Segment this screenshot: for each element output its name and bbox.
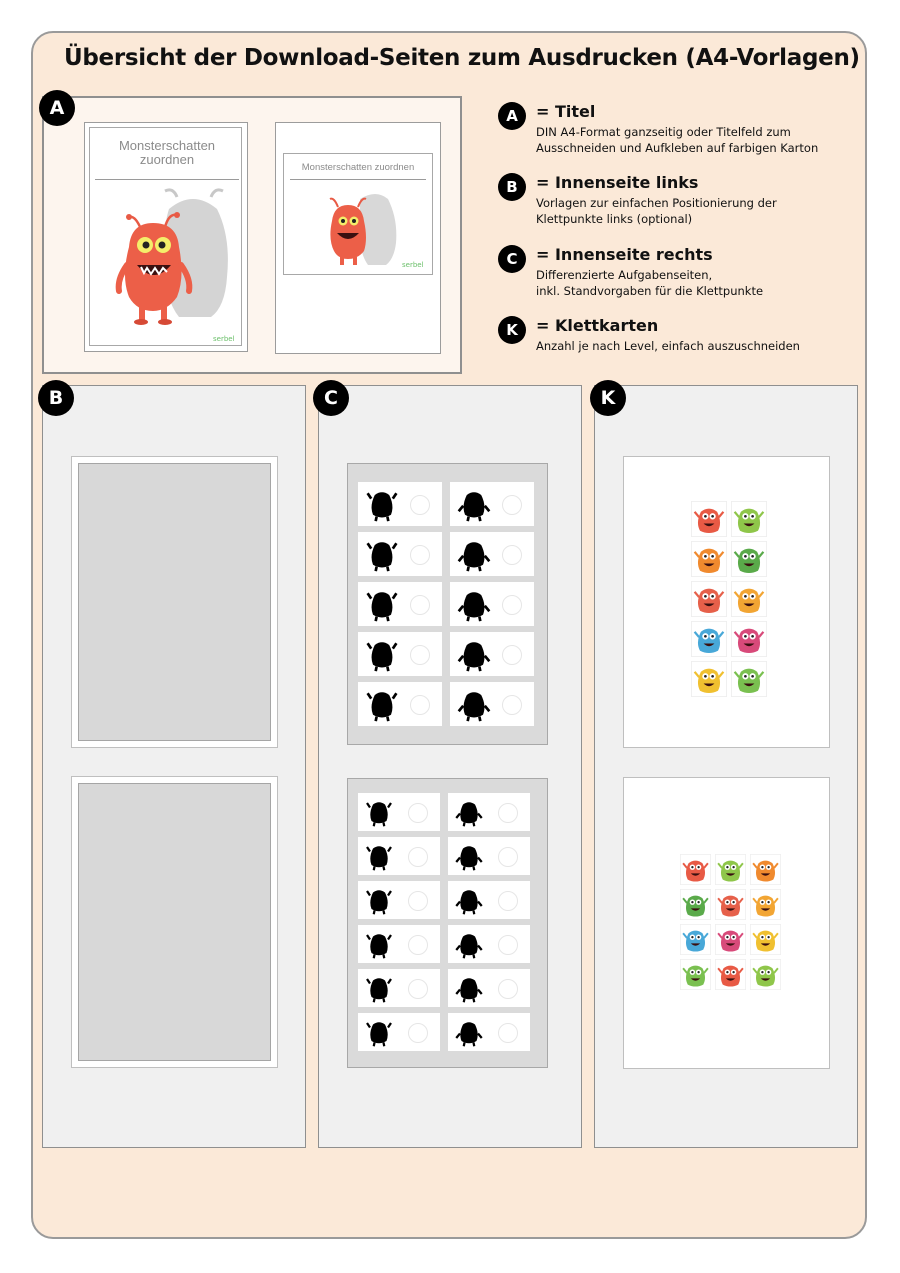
cover-title-rule	[95, 179, 239, 180]
legend-desc-line: Klettpunkte links (optional)	[536, 212, 693, 226]
monster-card	[691, 501, 727, 537]
monster-card	[715, 959, 746, 990]
monster-silhouette	[364, 1017, 394, 1047]
monster-silhouette	[364, 885, 394, 915]
monster-silhouette	[454, 1017, 484, 1047]
velcro-dot-guide	[498, 803, 518, 823]
shadow-card	[448, 881, 530, 919]
legend-desc-line: inkl. Standvorgaben für die Klettpunkte	[536, 284, 764, 298]
monster-silhouette	[364, 929, 394, 959]
shadow-card	[450, 632, 534, 676]
monster-silhouette	[456, 486, 492, 522]
shadow-card	[448, 969, 530, 1007]
shadow-card	[448, 1013, 530, 1051]
shadow-card	[450, 532, 534, 576]
monster-card	[731, 501, 767, 537]
monster-silhouette	[364, 586, 400, 622]
legend-desc-line: DIN A4-Format ganzseitig oder Titelfeld zum	[536, 125, 791, 139]
monster-silhouette	[364, 486, 400, 522]
section-a-panel	[42, 96, 462, 374]
monster-silhouette	[454, 885, 484, 915]
monster-card	[680, 924, 711, 955]
shadow-card	[358, 1013, 440, 1051]
badge-c: C	[313, 380, 349, 416]
legend-badge: C	[498, 245, 526, 273]
shadow-card	[358, 925, 440, 963]
badge-b: B	[38, 380, 74, 416]
shadow-card	[358, 582, 442, 626]
velcro-dot-guide	[408, 979, 428, 999]
monster-silhouette	[364, 536, 400, 572]
monster-silhouette	[454, 841, 484, 871]
velcro-dot-guide	[498, 935, 518, 955]
legend-heading: = Innenseite rechts	[536, 245, 713, 264]
monster-silhouette	[456, 536, 492, 572]
monster-illustration	[107, 187, 237, 337]
shadow-card	[358, 969, 440, 1007]
shadow-card	[358, 482, 442, 526]
cover-fullpage	[84, 122, 248, 352]
sheet-b-bottom	[71, 776, 278, 1068]
velcro-dot-guide	[410, 695, 430, 715]
monster-card	[691, 541, 727, 577]
velcro-dot-guide	[502, 545, 522, 565]
velcro-dot-guide	[408, 847, 428, 867]
page-title: Übersicht der Download-Seiten zum Ausdrucken (A4-Vorlagen)	[64, 45, 860, 71]
monster-silhouette	[364, 841, 394, 871]
shadow-card	[450, 682, 534, 726]
monster-card	[731, 661, 767, 697]
shadow-card	[358, 881, 440, 919]
shadow-card	[358, 793, 440, 831]
section-b-panel	[42, 385, 306, 1148]
shadow-card	[358, 837, 440, 875]
shadow-card	[358, 632, 442, 676]
shadow-card	[358, 532, 442, 576]
velcro-dot-guide	[498, 891, 518, 911]
shadow-card	[448, 793, 530, 831]
monster-silhouette	[364, 797, 394, 827]
monster-silhouette	[454, 929, 484, 959]
velcro-dot-guide	[408, 891, 428, 911]
legend-heading: = Innenseite links	[536, 173, 699, 192]
monster-silhouette	[456, 636, 492, 672]
legend-desc-line: Differenzierte Aufgabenseiten,	[536, 268, 713, 282]
placement-area	[78, 463, 271, 741]
legend-desc-line: Anzahl je nach Level, einfach auszuschneiden	[536, 339, 800, 353]
legend-heading: = Titel	[536, 102, 596, 121]
sheet-k-bottom	[623, 777, 830, 1069]
title-field-rule	[290, 179, 426, 180]
badge-a: A	[39, 90, 75, 126]
monster-card	[691, 621, 727, 657]
cover-title: Monsterschatten zuordnen	[118, 138, 216, 168]
monster-card	[680, 959, 711, 990]
sheet-b-top	[71, 456, 278, 748]
velcro-dot-guide	[408, 935, 428, 955]
sheet-c-bottom	[347, 778, 548, 1068]
monster-card	[680, 889, 711, 920]
title-field-logo	[402, 255, 428, 267]
monster-card	[715, 854, 746, 885]
title-field-text: Monsterschatten zuordnen	[301, 162, 415, 173]
velcro-dot-guide	[502, 495, 522, 515]
legend-badge: K	[498, 316, 526, 344]
monster-silhouette	[364, 636, 400, 672]
svg-text:serbel: serbel	[213, 335, 235, 343]
velcro-dot-guide	[502, 695, 522, 715]
legend-desc-line: Vorlagen zur einfachen Positionierung der	[536, 196, 777, 210]
shadow-card	[448, 837, 530, 875]
monster-card	[691, 581, 727, 617]
section-c-panel	[318, 385, 582, 1148]
legend-badge: A	[498, 102, 526, 130]
monster-card	[715, 889, 746, 920]
monster-silhouette	[364, 686, 400, 722]
sheet-c-top	[347, 463, 548, 745]
legend-description	[536, 267, 763, 299]
velcro-dot-guide	[410, 495, 430, 515]
velcro-dot-guide	[502, 645, 522, 665]
monster-silhouette	[456, 586, 492, 622]
velcro-dot-guide	[502, 595, 522, 615]
monster-card	[750, 889, 781, 920]
velcro-dot-guide	[408, 1023, 428, 1043]
section-k-panel	[594, 385, 858, 1148]
monster-silhouette	[454, 797, 484, 827]
velcro-dot-guide	[408, 803, 428, 823]
monster-card	[750, 924, 781, 955]
sheet-k-top	[623, 456, 830, 748]
shadow-card	[450, 482, 534, 526]
monster-card	[731, 541, 767, 577]
velcro-dot-guide	[498, 979, 518, 999]
legend-badge: B	[498, 173, 526, 201]
svg-text:serbel: serbel	[402, 261, 424, 269]
legend-description	[536, 195, 777, 227]
monster-silhouette	[454, 973, 484, 1003]
placement-area	[78, 783, 271, 1061]
velcro-dot-guide	[498, 1023, 518, 1043]
shadow-card	[448, 925, 530, 963]
monster-card	[731, 581, 767, 617]
badge-k: K	[590, 380, 626, 416]
monster-card	[750, 854, 781, 885]
cover-titlefield-page	[275, 122, 441, 354]
legend-description	[536, 338, 800, 354]
velcro-dot-guide	[498, 847, 518, 867]
velcro-dot-guide	[410, 595, 430, 615]
monster-silhouette	[456, 686, 492, 722]
monster-small-illustration	[324, 185, 404, 271]
shadow-card	[358, 682, 442, 726]
legend-description	[536, 124, 818, 156]
monster-card	[731, 621, 767, 657]
velcro-dot-guide	[410, 645, 430, 665]
monster-card	[680, 854, 711, 885]
shadow-card	[450, 582, 534, 626]
monster-silhouette	[364, 973, 394, 1003]
legend-heading: = Klettkarten	[536, 316, 659, 335]
publisher-logo	[213, 329, 239, 341]
legend-desc-line: Ausschneiden und Aufkleben auf farbigen Karton	[536, 141, 819, 155]
monster-card	[691, 661, 727, 697]
monster-card	[715, 924, 746, 955]
velcro-dot-guide	[410, 545, 430, 565]
monster-card	[750, 959, 781, 990]
